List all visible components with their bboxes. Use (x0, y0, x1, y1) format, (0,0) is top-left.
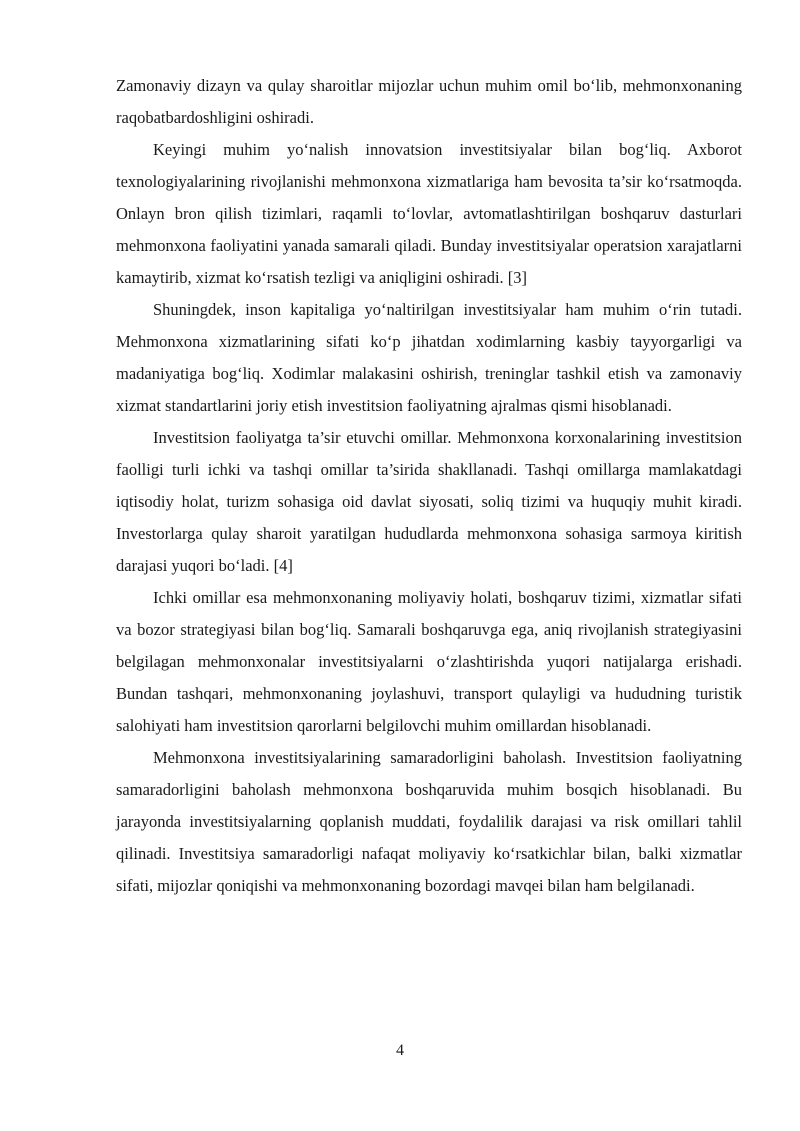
paragraph-6: Mehmonxona investitsiyalarining samaradorligini baholash. Investitsion faoliyatning samaradorligini baholash mehmonxona boshqaruvida muhim bosqich hisoblanadi. Bu jarayonda investitsiyalarning qoplanish muddati, foydalilik darajasi va risk omillari tahlil qilinadi. Investitsiya samaradorligi nafaqat moliyaviy ko‘rsatkichlar bilan, balki xizmatlar sifati, mijozlar qoniqishi va mehmonxonaning bozordagi mavqei bilan ham belgilanadi. (116, 748, 742, 895)
paragraph-3: Shuningdek, inson kapitaliga yo‘naltirilgan investitsiyalar ham muhim o‘rin tutadi. Mehmonxona xizmatlarining sifati ko‘p jihatdan xodimlarning kasbiy tayyorgarligi va madaniyatiga bog‘liq. Xodimlar malakasini oshirish, treninglar tashkil etish va zamonaviy xizmat standartlarini joriy etish investitsion faoliyatning ajralmas qismi hisoblanadi. (116, 300, 742, 415)
paragraph-4: Investitsion faoliyatga ta’sir etuvchi omillar. Mehmonxona korxonalarining investitsion faolligi turli ichki va tashqi omillar ta’sirida shakllanadi. Tashqi omillarga mamlakatdagi iqtisodiy holat, turizm sohasiga oid davlat siyosati, soliq tizimi va huquqiy muhit kiradi. Investorlarga qulay sharoit yaratilgan hududlarda mehmonxona sohasiga sarmoya kiritish darajasi yuqori bo‘ladi. [4] (116, 428, 742, 575)
paragraph-5: Ichki omillar esa mehmonxonaning moliyaviy holati, boshqaruv tizimi, xizmatlar sifati va bozor strategiyasi bilan bog‘liq. Samarali boshqaruvga ega, aniq rivojlanish strategiyasini belgilagan mehmonxonalar investitsiyalarni o‘zlashtirishda yuqori natijalarga erishadi. Bundan tashqari, mehmonxonaning joylashuvi, transport qulayligi va hududning turistik salohiyati ham investitsion qarorlarni belgilovchi muhim omillardan hisoblanadi. (116, 588, 742, 735)
paragraph-2: Keyingi muhim yo‘nalish innovatsion investitsiyalar bilan bog‘liq. Axborot texnologiyalarining rivojlanishi mehmonxona xizmatlariga ham bevosita ta’sir ko‘rsatmoqda. Onlayn bron qilish tizimlari, raqamli to‘lovlar, avtomatlashtirilgan boshqaruv dasturlari mehmonxona faoliyatini yanada samarali qiladi. Bunday investitsiyalar operatsion xarajatlarni kamaytirib, xizmat ko‘rsatish tezligi va aniqligini oshiradi. [3] (116, 140, 742, 287)
page-number: 4 (396, 1042, 404, 1059)
paragraph-1: Zamonaviy dizayn va qulay sharoitlar mijozlar uchun muhim omil bo‘lib, mehmonxonaning raqobatbardoshligini oshiradi. (116, 76, 742, 127)
page-body (116, 70, 742, 902)
